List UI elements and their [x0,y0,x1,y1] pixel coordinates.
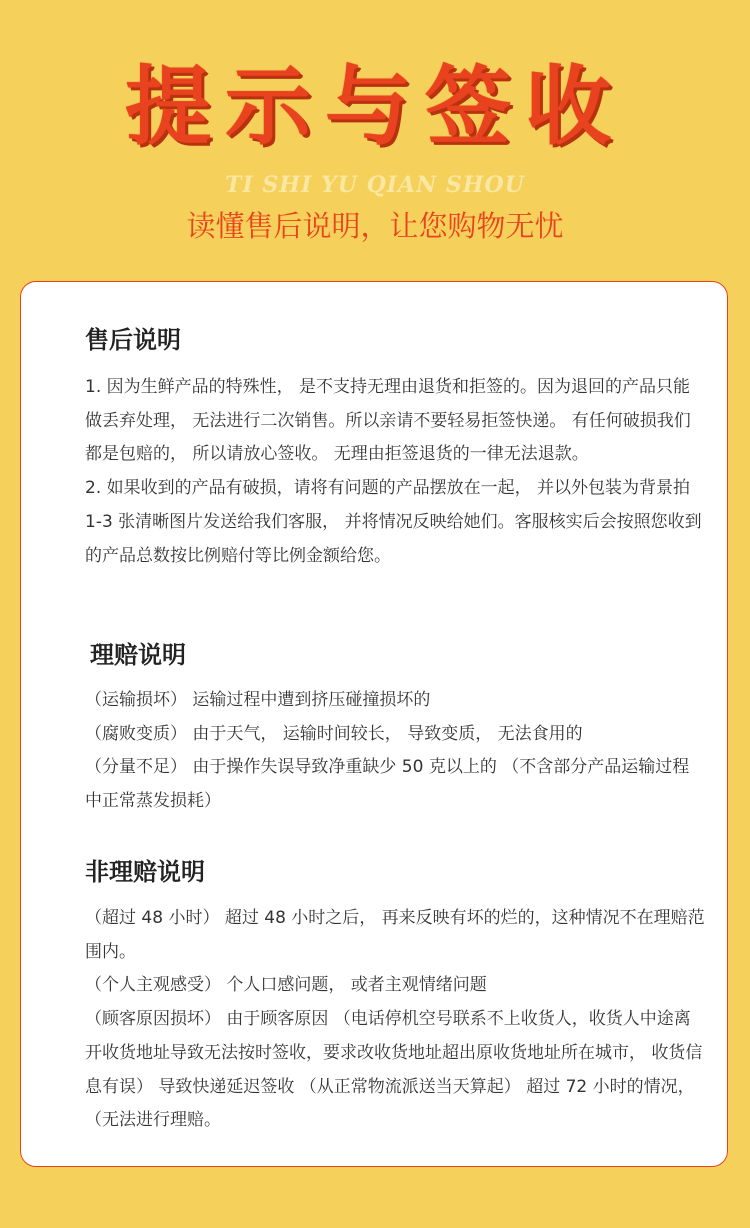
after-sale-paragraph-1: 1. 因为生鲜产品的特殊性， 是不支持无理由退货和拒签的。因为退回的产品只能做丢弃处理， 无法进行二次销售。所以亲请不要轻易拒签快递。 有任何破损我们都是包赔的， 所以请放心签收。 无理由拒签退货的一律无法退款。 [85,377,691,465]
page-title: 提示与签收 [125,57,625,157]
header-banner [0,0,750,280]
claims-item-transport-damage: （运输损坏） 运输过程中遭到挤压碰撞损坏的 [85,690,431,710]
non-claims-item-over-48h: （超过 48 小时） 超过 48 小时之后， 再来反映有坏的烂的，这种情况不在理赔范围内。 [85,908,705,962]
non-claims-item-personal-taste: （个人主观感受） 个人口感问题， 或者主观情绪问题 [85,975,487,996]
claims-item-short-weight: （分量不足） 由于操作失误导致净重缺少 50 克以上的 （不含部分产品运输过程中正常蒸发损耗） [85,757,690,812]
tagline: 读懂售后说明，让您购物无忧 [186,209,564,243]
claims-item-spoilage: （腐败变质） 由于天气， 运输时间较长， 导致变质， 无法食用的 [85,723,583,744]
pinyin-subtitle: TI SHI YU QIAN SHOU [225,172,525,198]
section-title-claims: 理赔说明 [90,641,186,669]
non-claims-item-customer-cause: （顾客原因损坏） 由于顾客原因 （电话停机空号联系不上收货人，收货人中途离开收货地址导致无法按时签收，要求改收货地址超出原收货地址所在城市， 收货信息有误） 导致快递延迟签收 （从正常物流派送当天算起） 超过 72 小时的情况，（无法进行理赔。 [85,1009,703,1131]
section-body-after-sale [85,371,705,573]
section-title-after-sale: 售后说明 [85,326,181,354]
section-body-non-claims [85,902,705,1138]
section-title-non-claims: 非理赔说明 [85,858,205,886]
info-card [20,281,728,1167]
after-sale-paragraph-2: 2. 如果收到的产品有破损，请将有问题的产品摆放在一起， 并以外包装为背景拍 1-3 张清晰图片发送给我们客服， 并将情况反映给她们。客服核实后会按照您收到的产品总数按比例赔付等比例金额给您。 [85,478,702,566]
section-body-claims [85,684,705,819]
